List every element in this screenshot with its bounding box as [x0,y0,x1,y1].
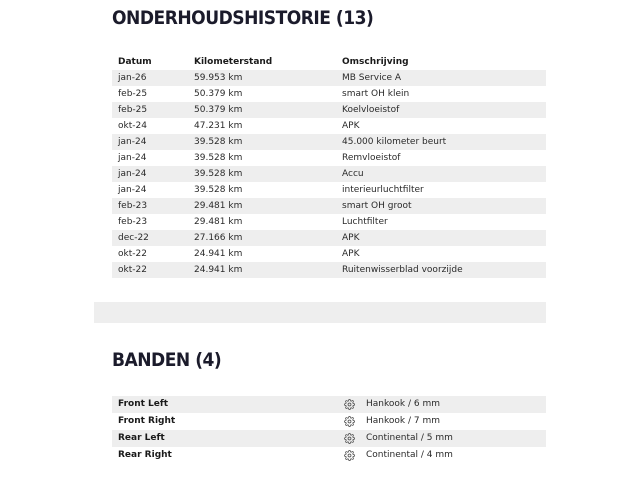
cell-mileage: 27.166 km [188,230,336,246]
cell-date: jan-26 [112,70,188,86]
column-header-mileage: Kilometerstand [194,57,273,67]
tyre-position: Rear Left [118,433,165,443]
table-row [112,150,546,166]
cell-mileage: 39.528 km [188,166,336,182]
tyre-position: Rear Right [118,450,172,460]
cell-date: jan-24 [118,185,147,195]
maintenance-history-table [112,54,546,278]
cell-mileage: 39.528 km [194,185,243,195]
cell-mileage: 39.528 km [188,134,336,150]
table-row [112,166,546,182]
tyre-position: Front Right [118,416,176,426]
cell-mileage: 50.379 km [194,89,243,99]
table-row [112,262,546,278]
table-row [112,118,546,134]
cell-description: Koelvloeistof [336,102,546,118]
cell-description: APK [342,121,360,131]
table-row [112,86,546,102]
cell-date: jan-24 [118,153,147,163]
table-row [112,246,546,262]
cell-mileage: 29.481 km [188,198,336,214]
table-row [112,214,546,230]
tyre-info: Hankook / 6 mm [366,399,440,409]
table-row [112,230,546,246]
cell-description: Remvloeistof [342,153,401,163]
tyre-position: Front Left [118,399,169,409]
cell-description: interieurluchtfilter [342,185,424,195]
cell-description: APK [342,249,360,259]
cell-date: feb-25 [118,89,148,99]
column-header-date: Datum [118,57,152,67]
table-row [112,102,546,118]
cell-date: okt-24 [118,121,147,131]
cell-date: jan-24 [112,166,188,182]
cell-date: feb-25 [112,102,188,118]
cell-mileage: 50.379 km [188,102,336,118]
tyre-info: Continental / 4 mm [366,450,453,460]
cell-description: Accu [336,166,546,182]
cell-description: smart OH groot [336,198,546,214]
cell-description: smart OH klein [342,89,410,99]
tyre-row [112,447,546,464]
cell-date: feb-23 [118,217,148,227]
cell-description: Ruitenwisserblad voorzijde [336,262,546,278]
table-row [112,70,546,86]
cell-date: feb-23 [112,198,188,214]
table-row [112,182,546,198]
cell-description: MB Service A [336,70,546,86]
gear-icon [344,399,355,410]
cell-date: dec-22 [112,230,188,246]
cell-date: jan-24 [112,134,188,150]
cell-mileage: 47.231 km [194,121,243,131]
cell-description: APK [336,230,546,246]
table-row [112,134,546,150]
cell-description: 45.000 kilometer beurt [336,134,546,150]
cell-mileage: 24.941 km [188,262,336,278]
tyre-info: Continental / 5 mm [366,433,453,443]
table-row [112,198,546,214]
cell-description: Luchtfilter [342,217,388,227]
tyre-row [112,396,546,413]
cell-date: okt-22 [118,249,147,259]
cell-mileage: 24.941 km [194,249,243,259]
maintenance-history-rows [112,70,546,278]
cell-mileage: 39.528 km [194,153,243,163]
gear-icon [344,450,355,461]
tyre-info: Hankook / 7 mm [366,416,440,426]
cell-date: okt-22 [112,262,188,278]
cell-mileage: 59.953 km [188,70,336,86]
column-header-description: Omschrijving [342,57,409,67]
maintenance-history-title: ONDERHOUDSHISTORIE (13) [112,7,374,29]
gear-icon [344,433,355,444]
tyre-row [112,413,546,430]
gear-icon [344,416,355,427]
tyres-title: BANDEN (4) [112,349,222,371]
tyres-list [112,396,546,464]
tyre-row [112,430,546,447]
cell-mileage: 29.481 km [194,217,243,227]
section-divider [94,302,546,323]
table-header-row [112,54,546,70]
